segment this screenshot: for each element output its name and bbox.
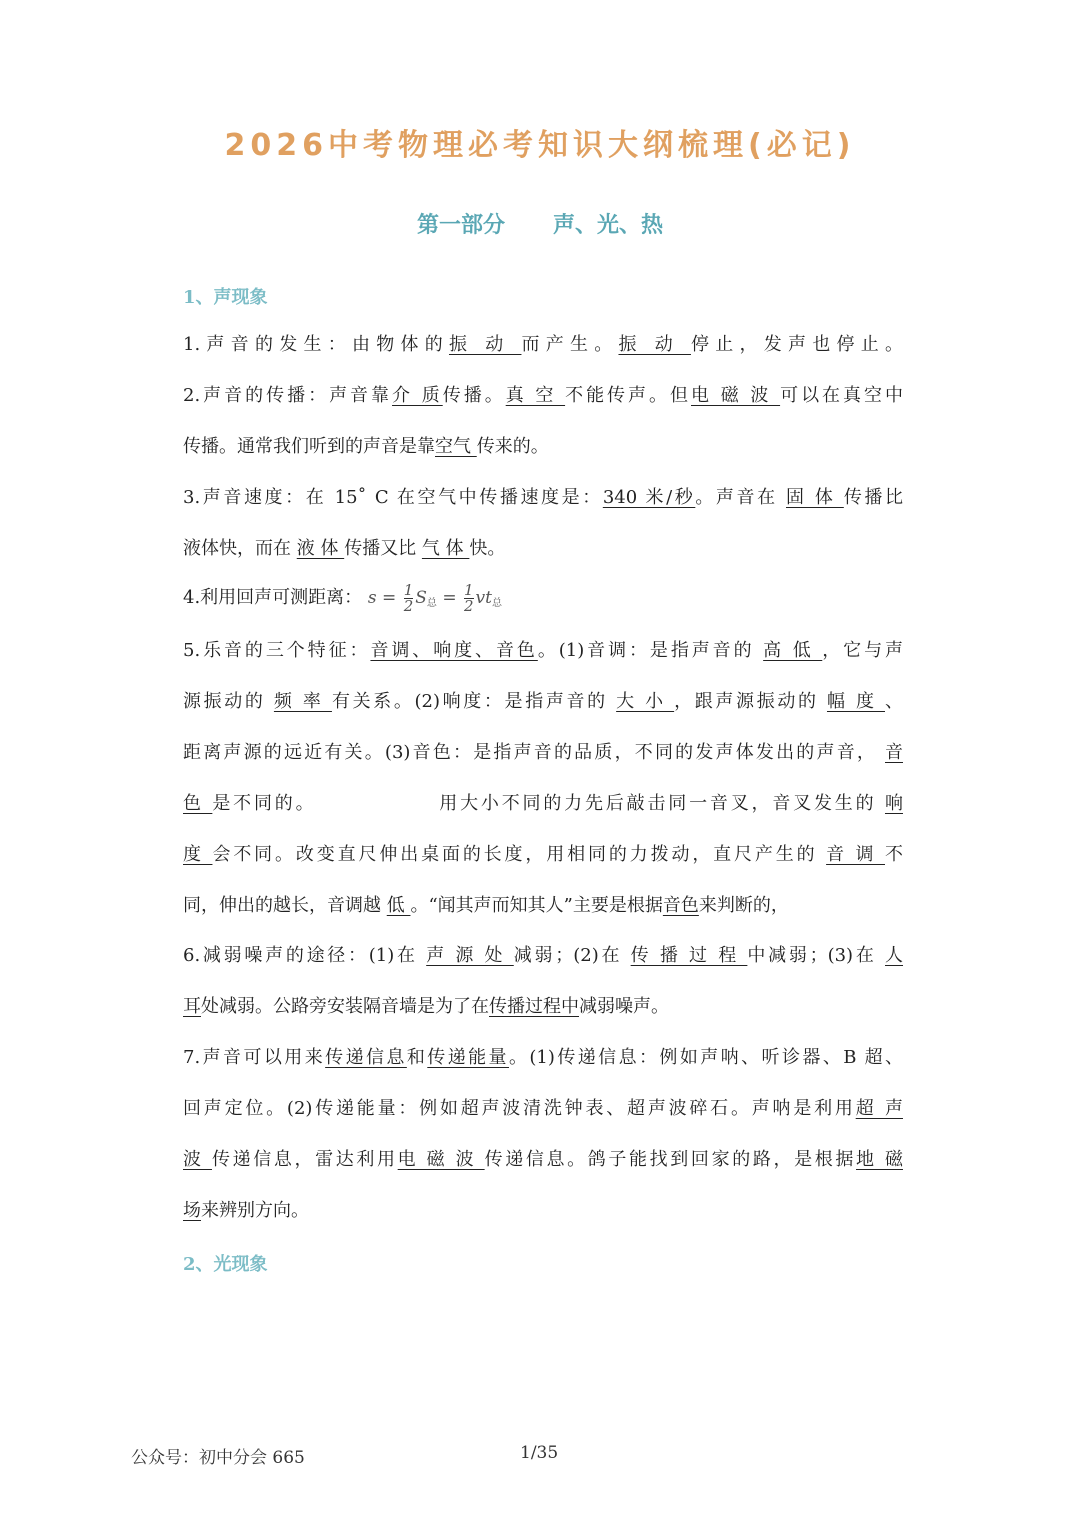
text-line: 回声定位。(2)传递能量：例如超声波清洗钟表、超声波碎石。声呐是利用超 声 — [183, 1098, 903, 1119]
text-line: 7.声音可以用来传递信息和传递能量。(1)传递信息：例如声呐、听诊器、B 超、 — [183, 1047, 904, 1068]
section-heading-sound: 1、声现象 — [183, 287, 268, 308]
text-line: 源振动的 频 率 有关系。(2)响度：是指声音的 大 小 ，跟声源振动的 幅 度 、 — [183, 691, 903, 712]
document-title: 2026中考物理必考知识大纲梳理(必记) — [224, 128, 856, 163]
text-line: 5.乐音的三个特征：音调、响度、音色。(1)音调：是指声音的 高 低 ，它与声 — [183, 640, 904, 661]
text-line: 1.声音的发生：由物体的振 动 而产生。振 动 停止，发声也停止。 — [183, 334, 903, 355]
text-line: 波 传递信息，雷达利用电 磁 波 传递信息。鸽子能找到回家的路，是根据地 磁 — [183, 1149, 903, 1170]
text-line: 耳处减弱。公路旁安装隔音墙是为了在传播过程中减弱噪声。 — [183, 996, 669, 1017]
page-number: 1/35 — [520, 1443, 559, 1463]
part-label: 第一部分 — [416, 213, 505, 238]
text-line: 色 是不同的。 用大小不同的力先后敲击同一音叉，音叉发生的 响 — [183, 793, 903, 814]
text-line: 距离声源的远近有关。(3)音色：是指声音的品质，不同的发声体发出的声音， 音 — [183, 742, 903, 763]
text-line: 传播。通常我们听到的声音是靠空气 传来的。 — [183, 436, 549, 457]
text-line: 3.声音速度：在 15˚ C 在空气中传播速度是：340 米/秒。声音在 固 体 传播比 — [183, 487, 903, 508]
section-heading-light: 2、光现象 — [183, 1254, 268, 1275]
text-line: 度 会不同。改变直尺伸出桌面的长度，用相同的力拨动，直尺产生的 音 调 不 — [183, 844, 903, 865]
footer-source: 公众号：初中分会 665 — [131, 1448, 305, 1468]
text-line: 液体快，而在 液 体 传播又比 气 体 快。 — [183, 538, 506, 559]
text-line: 2.声音的传播：声音靠介 质传播。真 空 不能传声。但电 磁 波 可以在真空中 — [183, 385, 904, 406]
part-heading — [0, 208, 1080, 239]
text-line: 同，伸出的越长，音调越 低 。“闻其声而知其人”主要是根据音色来判断的， — [183, 895, 789, 916]
text-line: 场来辨别方向。 — [183, 1200, 309, 1221]
text-line: 6.减弱噪声的途径：(1)在 声 源 处 减弱；(2)在 传 播 过 程 中减弱；(3)在 人 — [183, 945, 904, 966]
formula-line: 4.利用回声可测距离： s = $\frac{1}{2}$ $S_总$ = $\frac{1}{2}$ $vt_总$ — [183, 581, 502, 615]
echo-formula: s = $\frac{1}{2}$ $S_总$ = $\frac{1}{2}$ $vt_总$ — [367, 581, 502, 615]
part-topic: 声、光、热 — [553, 213, 664, 238]
